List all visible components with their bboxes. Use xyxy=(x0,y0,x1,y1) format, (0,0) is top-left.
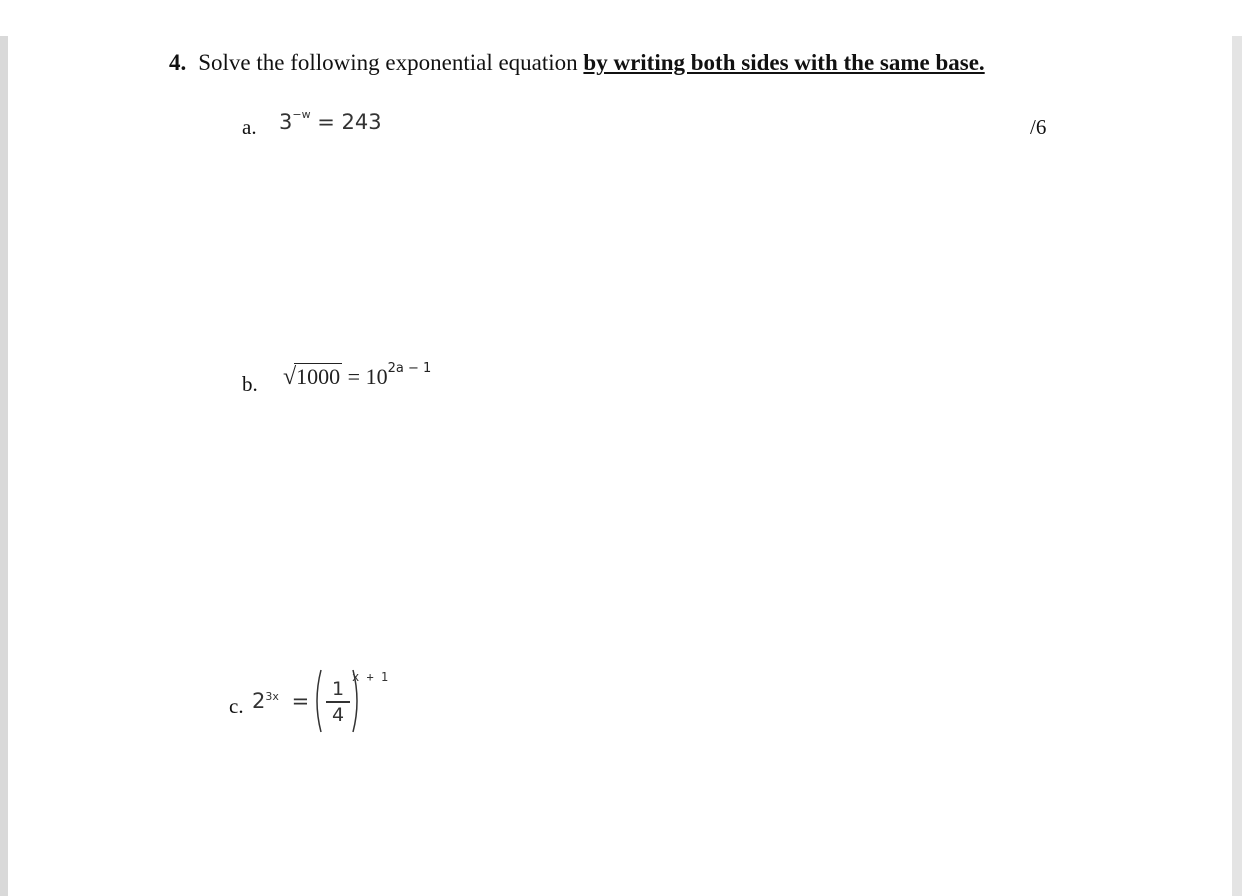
question-text: Solve the following exponential equation xyxy=(198,50,584,75)
top-strip xyxy=(0,0,1242,36)
equation-b-radicand: 1000 xyxy=(296,364,341,389)
page-frame-left xyxy=(0,36,8,896)
question-number: 4. xyxy=(169,50,187,75)
part-b-label: b. xyxy=(242,372,258,396)
equation-b-base: 10 xyxy=(365,364,388,389)
part-c-label: c. xyxy=(229,694,244,718)
document-page xyxy=(8,36,1232,896)
equation-a-rhs: = 243 xyxy=(317,110,382,134)
equation-a-base: 3 xyxy=(279,110,293,134)
fraction-numerator: 1 xyxy=(331,678,345,700)
equation-c-exponent: 3x xyxy=(265,690,279,703)
equation-c-base: 2 xyxy=(252,689,266,713)
part-a-label: a. xyxy=(242,115,257,139)
equation-a-exponent: −w xyxy=(292,108,311,121)
equation-c-lhs xyxy=(252,689,309,713)
equation-c-outer-exponent: x + 1 xyxy=(352,670,389,684)
points-value: /6 xyxy=(1030,115,1047,139)
scrollbar-track[interactable] xyxy=(1232,36,1242,896)
question-heading xyxy=(169,50,985,76)
equation-b-exponent: 2a − 1 xyxy=(387,360,432,376)
square-root xyxy=(283,364,342,391)
question-emphasis: by writing both sides with the same base. xyxy=(583,50,985,75)
equation-b-equals: = xyxy=(347,364,361,389)
radical-sign-icon: √ xyxy=(283,364,297,390)
equation-b xyxy=(283,360,432,391)
fraction-denominator: 4 xyxy=(331,703,345,726)
equation-c-equals: = xyxy=(291,689,310,713)
equation-a xyxy=(279,110,382,134)
fraction xyxy=(326,678,350,726)
left-paren-icon xyxy=(312,668,322,734)
fraction-bar xyxy=(326,701,350,703)
